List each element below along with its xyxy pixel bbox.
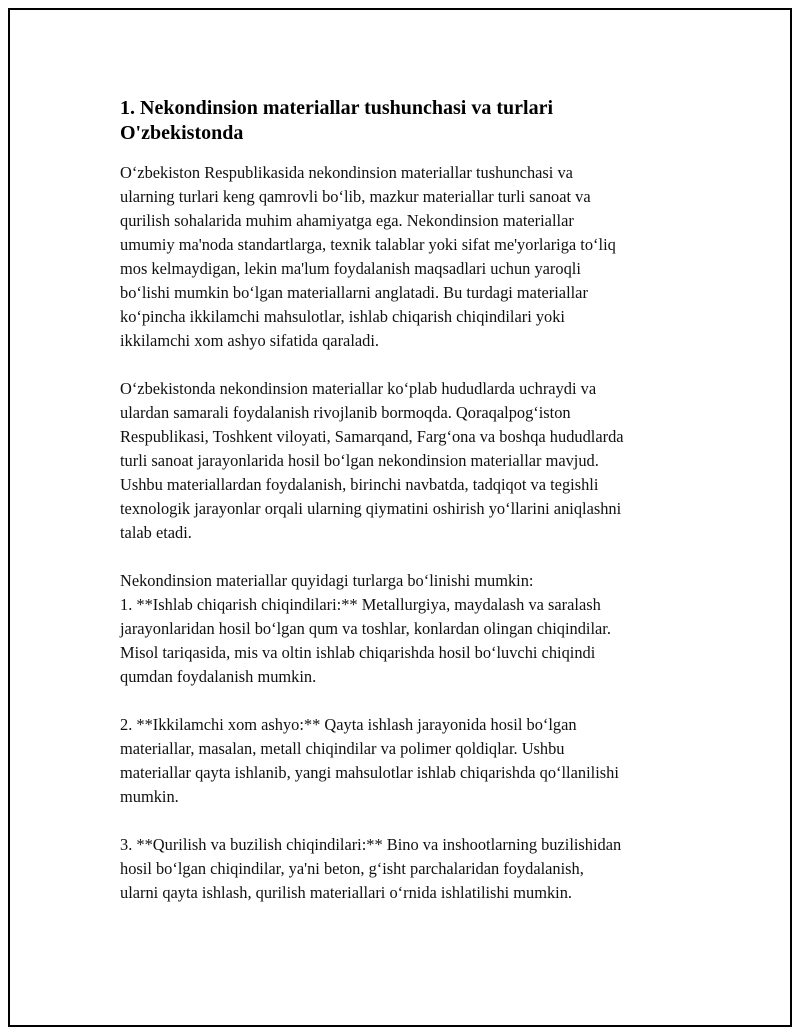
text-line: ulardan samarali foydalanish rivojlanib bormoqda. Qoraqalpog‘iston	[120, 403, 571, 422]
paragraph-item-3	[120, 833, 700, 905]
text-line: 3. **Qurilish va buzilish chiqindilari:** Bino va inshootlarning buzilishidan	[120, 835, 622, 854]
text-line: mumkin.	[120, 787, 179, 806]
text-line: ularni qayta ishlash, qurilish materiallari o‘rnida ishlatilishi mumkin.	[120, 883, 573, 902]
text-line: Nekondinsion materiallar quyidagi turlarga bo‘linishi mumkin:	[120, 571, 534, 590]
text-line: Misol tariqasida, mis va oltin ishlab chiqarishda hosil bo‘luvchi chiqindi	[120, 643, 596, 662]
heading-line: O'zbekistonda	[120, 122, 244, 144]
page-frame	[8, 8, 792, 1027]
text-line: qurilish sohalarida muhim ahamiyatga ega. Nekondinsion materiallar	[120, 211, 574, 230]
text-line: Ushbu materiallardan foydalanish, birinchi navbatda, tadqiqot va tegishli	[120, 475, 599, 494]
text-line: bo‘lishi mumkin bo‘lgan materiallarni anglatadi. Bu turdagi materiallar	[120, 283, 588, 302]
text-line: 1. **Ishlab chiqarish chiqindilari:** Metallurgiya, maydalash va saralash	[120, 595, 601, 614]
paragraph-types-item-1	[120, 569, 700, 689]
text-line: hosil bo‘lgan chiqindilar, ya'ni beton, g‘isht parchalaridan foydalanish,	[120, 859, 584, 878]
text-line: ikkilamchi xom ashyo sifatida qaraladi.	[120, 331, 379, 350]
text-line: talab etadi.	[120, 523, 192, 542]
text-line: umumiy ma'noda standartlarga, texnik talablar yoki sifat me'yorlariga to‘liq	[120, 235, 616, 254]
text-line: qumdan foydalanish mumkin.	[120, 667, 317, 686]
heading-line: 1. Nekondinsion materiallar tushunchasi va turlari	[120, 97, 554, 119]
text-line: materiallar qayta ishlanib, yangi mahsulotlar ishlab chiqarishda qo‘llanilishi	[120, 763, 619, 782]
text-line: jarayonlaridan hosil bo‘lgan qum va toshlar, konlardan olingan chiqindilar.	[120, 619, 611, 638]
section-heading	[120, 96, 700, 146]
paragraph-item-2	[120, 713, 700, 809]
text-line: O‘zbekiston Respublikasida nekondinsion materiallar tushunchasi va	[120, 163, 573, 182]
paragraph-intro	[120, 161, 700, 353]
text-line: texnologik jarayonlar orqali ularning qiymatini oshirish yo‘llarini aniqlashni	[120, 499, 622, 518]
text-line: ularning turlari keng qamrovli bo‘lib, mazkur materiallar turli sanoat va	[120, 187, 591, 206]
text-line: Respublikasi, Toshkent viloyati, Samarqand, Farg‘ona va boshqa hududlarda	[120, 427, 624, 446]
text-line: O‘zbekistonda nekondinsion materiallar ko‘plab hududlarda uchraydi va	[120, 379, 597, 398]
text-line: turli sanoat jarayonlarida hosil bo‘lgan nekondinsion materiallar mavjud.	[120, 451, 599, 470]
paragraph-regions	[120, 377, 700, 545]
document-body	[120, 96, 700, 929]
text-line: mos kelmaydigan, lekin ma'lum foydalanish maqsadlari uchun yaroqli	[120, 259, 581, 278]
text-line: 2. **Ikkilamchi xom ashyo:** Qayta ishlash jarayonida hosil bo‘lgan	[120, 715, 577, 734]
text-line: ko‘pincha ikkilamchi mahsulotlar, ishlab chiqarish chiqindilari yoki	[120, 307, 565, 326]
text-line: materiallar, masalan, metall chiqindilar va polimer qoldiqlar. Ushbu	[120, 739, 565, 758]
